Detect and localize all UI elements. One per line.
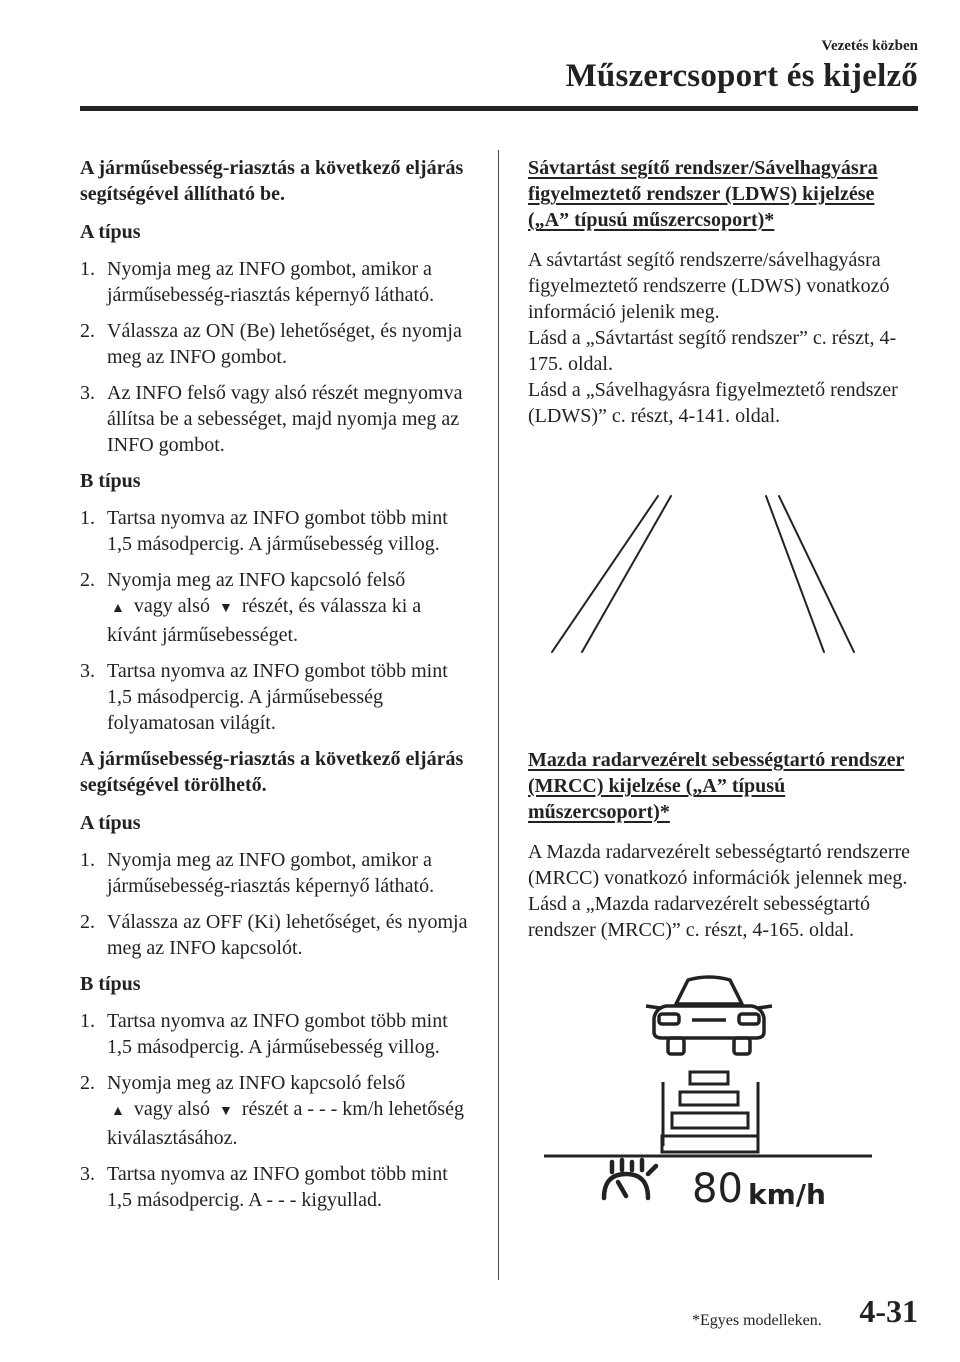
car-front-icon bbox=[646, 977, 772, 1054]
list-item: 3. Tartsa nyomva az INFO gombot több mint 1,5 másodpercig. A - - - kigyullad. bbox=[80, 1163, 448, 1211]
speed-value: 80 bbox=[692, 1166, 743, 1212]
set-type-a-label: A típus bbox=[80, 221, 141, 243]
speed-unit: km/h bbox=[748, 1178, 826, 1211]
set-type-b-label: B típus bbox=[80, 470, 141, 492]
arrow-down-icon: ▼ bbox=[218, 601, 233, 616]
ldws-text: A sávtartást segítő rendszerre/sávelhagyásra figyelmeztető rendszerre (LDWS) vonatkozó információ jelenik meg. bbox=[528, 249, 890, 323]
delete-type-a-label: A típus bbox=[80, 812, 141, 834]
chapter-title: Műszercsoport és kijelző bbox=[565, 58, 918, 94]
list-item: 3. Tartsa nyomva az INFO gombot több mint 1,5 másodpercig. A járműsebesség folyamatosan világít. bbox=[80, 660, 448, 734]
list-item: 3. Az INFO felső vagy alsó részét megnyomva állítsa be a sebességet, majd nyomja meg az INFO gombot. bbox=[80, 382, 463, 456]
set-heading: A járműsebesség-riasztás a következő eljárás segítségével állítható be. bbox=[80, 157, 464, 205]
set-type-b-steps bbox=[80, 505, 475, 736]
arrow-down-icon: ▼ bbox=[218, 1104, 233, 1119]
arrow-up-icon: ▲ bbox=[111, 1104, 125, 1119]
ldws-reference-2: Lásd a „Sávelhagyásra figyelmeztető rendszer (LDWS)” c. részt, 4-141. oldal. bbox=[528, 379, 898, 427]
column-divider bbox=[498, 150, 499, 1280]
ldws-reference-1: Lásd a „Sávtartást segítő rendszer” c. részt, 4-175. oldal. bbox=[528, 327, 897, 375]
list-item: 1. Tartsa nyomva az INFO gombot több mint 1,5 másodpercig. A járműsebesség villog. bbox=[80, 507, 448, 555]
lane-lines-icon bbox=[548, 492, 858, 657]
list-item: 1. Nyomja meg az INFO gombot, amikor a járműsebesség-riasztás képernyő látható. bbox=[80, 258, 435, 306]
header-rule bbox=[80, 106, 918, 111]
delete-type-b-steps bbox=[80, 1008, 475, 1213]
radar-cruise-icon bbox=[604, 1160, 656, 1198]
delete-heading: A járműsebesség-riasztás a következő eljárás segítségével törölhető. bbox=[80, 748, 464, 796]
section-label: Vezetés közben bbox=[821, 38, 918, 54]
footnote: *Egyes modelleken. bbox=[692, 1312, 822, 1329]
ldws-heading: Sávtartást segítő rendszer/Sávelhagyásra figyelmeztető rendszer (LDWS) kijelzése („A” típusú műszercsoport)* bbox=[528, 157, 878, 231]
delete-type-b-label: B típus bbox=[80, 973, 141, 995]
list-item: 1. Nyomja meg az INFO gombot, amikor a járműsebesség-riasztás képernyő látható. bbox=[80, 849, 435, 897]
delete-type-a-steps bbox=[80, 847, 475, 961]
left-column bbox=[80, 155, 475, 1223]
list-item: 2. Válassza az ON (Be) lehetőséget, és nyomja meg az INFO gombot. bbox=[80, 320, 462, 368]
set-type-a-steps bbox=[80, 256, 475, 458]
list-item: 2. Nyomja meg az INFO kapcsoló felső ▲ vagy alsó ▼ részét, és válassza ki a kívánt járműsebességet. bbox=[80, 569, 422, 646]
list-item: 2. Nyomja meg az INFO kapcsoló felső ▲ vagy alsó ▼ részét a - - - km/h lehetőség kiválasztásához. bbox=[80, 1072, 464, 1149]
list-item: 1. Tartsa nyomva az INFO gombot több mint 1,5 másodpercig. A járműsebesség villog. bbox=[80, 1010, 448, 1058]
list-item: 2. Válassza az OFF (Ki) lehetőséget, és nyomja meg az INFO kapcsolót. bbox=[80, 911, 468, 959]
mrcc-heading: Mazda radarvezérelt sebességtartó rendszer (MRCC) kijelzése („A” típusú műszercsoport)* bbox=[528, 749, 905, 823]
following-distance-bars-icon bbox=[662, 1072, 758, 1152]
page-number: 4-31 bbox=[859, 1293, 918, 1329]
arrow-up-icon: ▲ bbox=[111, 601, 125, 616]
mrcc-text: A Mazda radarvezérelt sebességtartó rendszerre (MRCC) vonatkozó információk jelennek meg. Lásd a „Mazda radarvezérelt sebességtartó rendszer (MRCC)” c. részt, 4-165. oldal. bbox=[528, 841, 911, 941]
